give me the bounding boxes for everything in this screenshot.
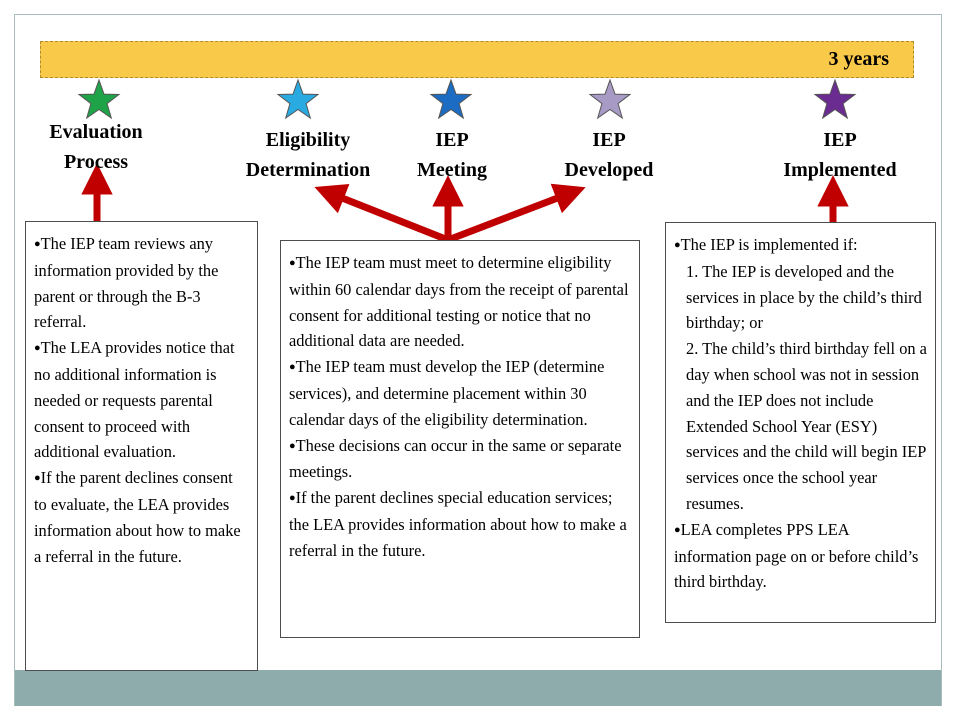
meeting-item: ● The IEP team must meet to determine eligibility within 60 calendar days from the receipt of parental consent for additional testing or notice that no additional data are needed. — [289, 250, 631, 354]
developed-arrow — [448, 194, 568, 240]
meeting-star-icon — [431, 80, 471, 118]
evaluation-star-icon — [79, 80, 119, 118]
developed-star-icon — [590, 80, 630, 118]
meeting-info-box — [280, 240, 640, 638]
eligibility-star-icon — [278, 80, 318, 118]
implemented-final: ● LEA completes PPS LEA information page on or before child’s third birthday. — [674, 517, 927, 595]
meeting-item: ● The IEP team must develop the IEP (determine services), and determine placement within 30 calendar days of the eligibility determination. — [289, 354, 631, 432]
evaluation-info-box — [25, 221, 258, 671]
meeting-item: ● These decisions can occur in the same or separate meetings. — [289, 433, 631, 486]
evaluation-item: ● If the parent declines consent to evaluate, the LEA provides information about how to make a referral in the future. — [34, 465, 249, 569]
meeting-item: ● If the parent declines special education services; the LEA provides information about how to make a referral in the future. — [289, 485, 631, 563]
implemented-condition-2: 2. The child’s third birthday fell on a day when school was not in session and the IEP does not include Extended School Year (ESY) services and the child will begin IEP services once the school year resumes. — [686, 339, 927, 513]
evaluation-item: ● The LEA provides notice that no additional information is needed or requests parental consent to proceed with additional evaluation. — [34, 335, 249, 465]
evaluation-item: ● The IEP team reviews any information provided by the parent or through the B-3 referral. — [34, 231, 249, 335]
implemented-condition-1: 1. The IEP is developed and the services in place by the child’s third birthday; or — [686, 261, 922, 333]
eligibility-arrow — [332, 194, 448, 240]
eligibility-determination-label: Eligibility Determination — [245, 129, 371, 181]
implemented-intro: ● The IEP is implemented if: — [674, 232, 927, 259]
iep-developed-label: IEP Developed — [564, 129, 654, 181]
iep-implemented-label: IEP Implemented — [783, 129, 897, 181]
timeline-label: 3 years — [828, 48, 889, 70]
evaluation-process-label: Evaluation Process — [49, 121, 143, 173]
implemented-star-icon — [815, 80, 855, 118]
implemented-info-box — [665, 222, 936, 623]
iep-meeting-label: IEP Meeting — [417, 129, 487, 181]
